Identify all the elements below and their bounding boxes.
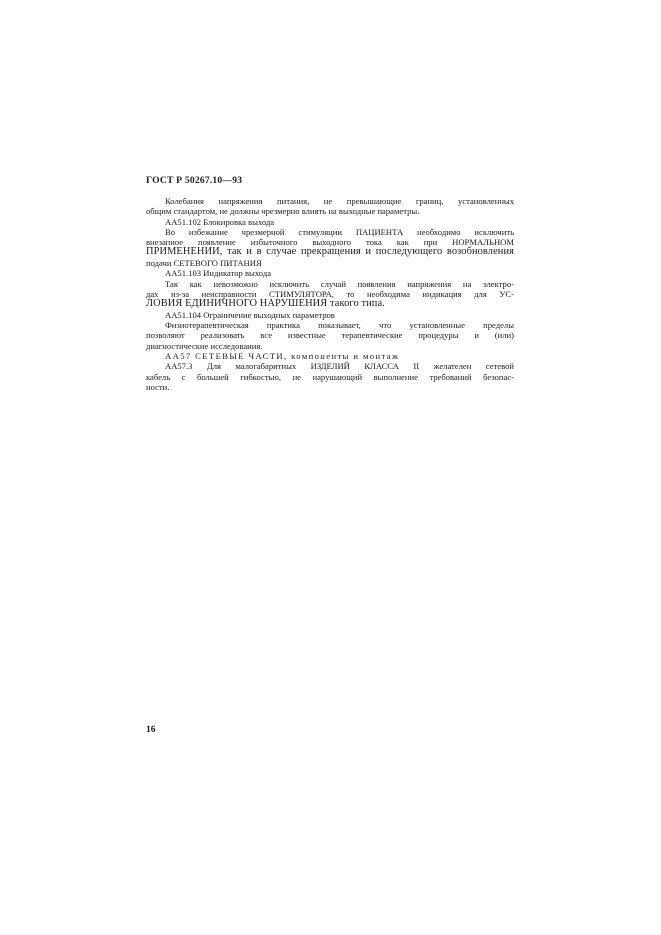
paragraph-line: ности. bbox=[146, 381, 170, 392]
section-heading: АА57 СЕТЕВЫЕ ЧАСТИ, компоненты и монтаж bbox=[165, 351, 400, 362]
paragraph-line: общим стандартом, не должны чрезмерно влиять на выходные параметры. bbox=[146, 206, 420, 217]
paragraph-line: Во избежание чрезмерной стимуляции ПАЦИЕНТА необходимо исключить bbox=[165, 226, 514, 237]
page-number: 16 bbox=[146, 724, 156, 735]
body-text bbox=[146, 196, 514, 392]
paragraph-line: Физиотерапевтическая практика показывает, что установленные пределы bbox=[165, 320, 514, 331]
paragraph-line: подачи СЕТЕВОГО ПИТАНИЯ bbox=[146, 258, 262, 269]
paragraph-line: Колебания напряжения питания, не превышающие границ, установленных bbox=[165, 196, 514, 206]
paragraph-line: дах из-за неисправности СТИМУЛЯТОРА, то необходима индикация для УС- bbox=[146, 288, 514, 299]
paragraph-line: ЛОВИЯ ЕДИНИЧНОГО НАРУШЕНИЯ такого типа. bbox=[146, 298, 385, 310]
paragraph-line: Так как невозможно исключить случай появления напряжения на электро- bbox=[165, 278, 514, 289]
standard-header: ГОСТ Р 50267.10—93 bbox=[146, 175, 243, 186]
paragraph-line: позволяют реализовать все известные терапевтические процедуры и (или) bbox=[146, 330, 514, 341]
section-heading: АА51.103 Индикатор выхода bbox=[165, 268, 272, 279]
paragraph-line: внезапное появление избыточного выходного тока как при НОРМАЛЬНОМ bbox=[146, 237, 514, 248]
paragraph-line: кабель с большей гибкостью, не нарушающий выполнение требований безопас- bbox=[146, 371, 514, 382]
paragraph-line: диагностические исследования. bbox=[146, 340, 263, 351]
section-heading: АА51.102 Блокировка выхода bbox=[165, 216, 275, 227]
section-heading: АА51.104 Ограничение выходных параметров bbox=[165, 309, 335, 320]
paragraph-line: ПРИМЕНЕНИИ, так и в случае прекращения и последующего возобновления bbox=[146, 246, 514, 258]
paragraph-line: АА57.3 Для малогабаритных ИЗДЕЛИЙ КЛАССА II желателен сетевой bbox=[165, 361, 514, 372]
